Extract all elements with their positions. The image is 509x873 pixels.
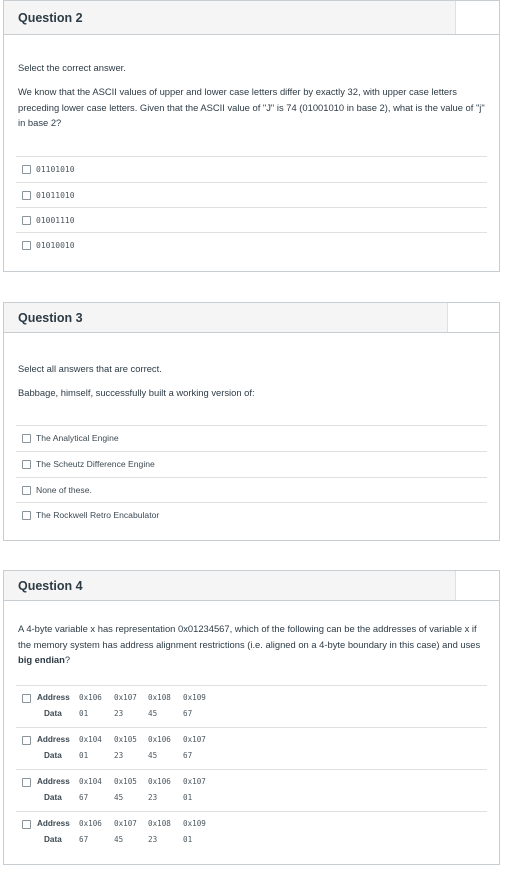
answer-list: [16, 156, 487, 257]
data-cell: 01: [183, 793, 193, 802]
address-cell: 0x104: [79, 777, 102, 786]
data-cell: 67: [79, 835, 89, 844]
question-prompt: Babbage, himself, successfully built a working version of:: [18, 387, 255, 398]
question-3-card: [3, 302, 500, 541]
checkbox[interactable]: [22, 434, 31, 443]
answer-label: The Scheutz Difference Engine: [36, 459, 155, 469]
answer-option[interactable]: [16, 727, 487, 769]
answer-list: [16, 425, 487, 527]
points-box: [455, 1, 499, 34]
answer-label: The Analytical Engine: [36, 433, 119, 443]
address-cell: 0x109: [183, 693, 206, 702]
address-cell: 0x108: [148, 819, 171, 828]
address-cell: 0x104: [79, 735, 102, 744]
address-label: Address: [37, 735, 70, 744]
checkbox[interactable]: [22, 460, 31, 469]
data-cell: 23: [114, 751, 124, 760]
prompt-end: ?: [64, 654, 71, 665]
address-label: Address: [37, 777, 70, 786]
data-cell: 45: [148, 709, 158, 718]
address-label: Address: [37, 819, 70, 828]
address-cell: 0x106: [148, 777, 171, 786]
question-instruction: Select the correct answer.: [18, 62, 126, 73]
address-cell: 0x105: [114, 735, 137, 744]
address-cell: 0x109: [183, 819, 206, 828]
data-cell: 45: [148, 751, 158, 760]
checkbox[interactable]: [22, 216, 31, 225]
address-cell: 0x107: [114, 693, 137, 702]
data-label: Data: [44, 751, 62, 760]
answer-option[interactable]: [16, 182, 487, 207]
data-label: Data: [44, 793, 62, 802]
answer-option[interactable]: [16, 502, 487, 527]
answer-option[interactable]: [16, 769, 487, 811]
question-2-card: [3, 0, 500, 272]
address-cell: 0x107: [114, 819, 137, 828]
data-cell: 01: [79, 751, 89, 760]
answer-option[interactable]: [16, 156, 487, 182]
question-title: Question 3: [18, 311, 83, 325]
question-title: Question 4: [18, 579, 83, 593]
address-cell: 0x106: [79, 693, 102, 702]
checkbox[interactable]: [22, 736, 31, 745]
address-cell: 0x107: [183, 777, 206, 786]
answer-label: None of these.: [36, 485, 92, 495]
address-cell: 0x106: [148, 735, 171, 744]
prompt-emphasis: big endian: [18, 654, 65, 665]
data-label: Data: [44, 709, 62, 718]
question-prompt: [18, 621, 485, 668]
points-box: [447, 303, 499, 332]
answer-option[interactable]: [16, 232, 487, 257]
points-box: [455, 571, 499, 600]
data-cell: 45: [114, 835, 124, 844]
checkbox[interactable]: [22, 191, 31, 200]
answer-label: 01101010: [36, 165, 75, 174]
data-cell: 01: [79, 709, 89, 718]
question-instruction: Select all answers that are correct.: [18, 363, 162, 374]
data-cell: 23: [148, 835, 158, 844]
checkbox[interactable]: [22, 165, 31, 174]
address-cell: 0x106: [79, 819, 102, 828]
question-prompt: We know that the ASCII values of upper and lower case letters differ by exactly 32, with upper case letters preceding lower case letters. Given that the ASCII value of "J" is 74 (01001010 in base 2), what is the value of "j" in base 2?: [18, 86, 485, 128]
checkbox[interactable]: [22, 694, 31, 703]
answer-label: 01010010: [36, 241, 75, 250]
question-header: [4, 303, 499, 333]
question-header: [4, 1, 499, 35]
checkbox[interactable]: [22, 486, 31, 495]
data-cell: 67: [79, 793, 89, 802]
answer-label: The Rockwell Retro Encabulator: [36, 510, 160, 520]
data-cell: 01: [183, 835, 193, 844]
data-cell: 45: [114, 793, 124, 802]
checkbox[interactable]: [22, 820, 31, 829]
data-cell: 67: [183, 709, 193, 718]
answer-label: 01011010: [36, 191, 75, 200]
checkbox[interactable]: [22, 778, 31, 787]
data-cell: 67: [183, 751, 193, 760]
prompt-text: A 4-byte variable x has representation 0x01234567, which of the following can be the addresses of variable x if the memory system has address alignment restrictions (i.e. aligned on a 4-byte boundary in this case) and uses: [18, 623, 481, 650]
answer-option[interactable]: [16, 477, 487, 502]
address-cell: 0x108: [148, 693, 171, 702]
data-cell: 23: [148, 793, 158, 802]
address-label: Address: [37, 693, 70, 702]
answer-list: [16, 685, 487, 853]
question-header: [4, 571, 499, 601]
checkbox[interactable]: [22, 511, 31, 520]
checkbox[interactable]: [22, 241, 31, 250]
data-cell: 23: [114, 709, 124, 718]
question-title: Question 2: [18, 11, 83, 25]
answer-option[interactable]: [16, 811, 487, 853]
address-cell: 0x107: [183, 735, 206, 744]
data-label: Data: [44, 835, 62, 844]
answer-option[interactable]: [16, 685, 487, 727]
answer-option[interactable]: [16, 451, 487, 477]
answer-label: 01001110: [36, 216, 75, 225]
answer-option[interactable]: [16, 425, 487, 451]
question-4-card: [3, 570, 500, 865]
address-cell: 0x105: [114, 777, 137, 786]
answer-option[interactable]: [16, 207, 487, 232]
